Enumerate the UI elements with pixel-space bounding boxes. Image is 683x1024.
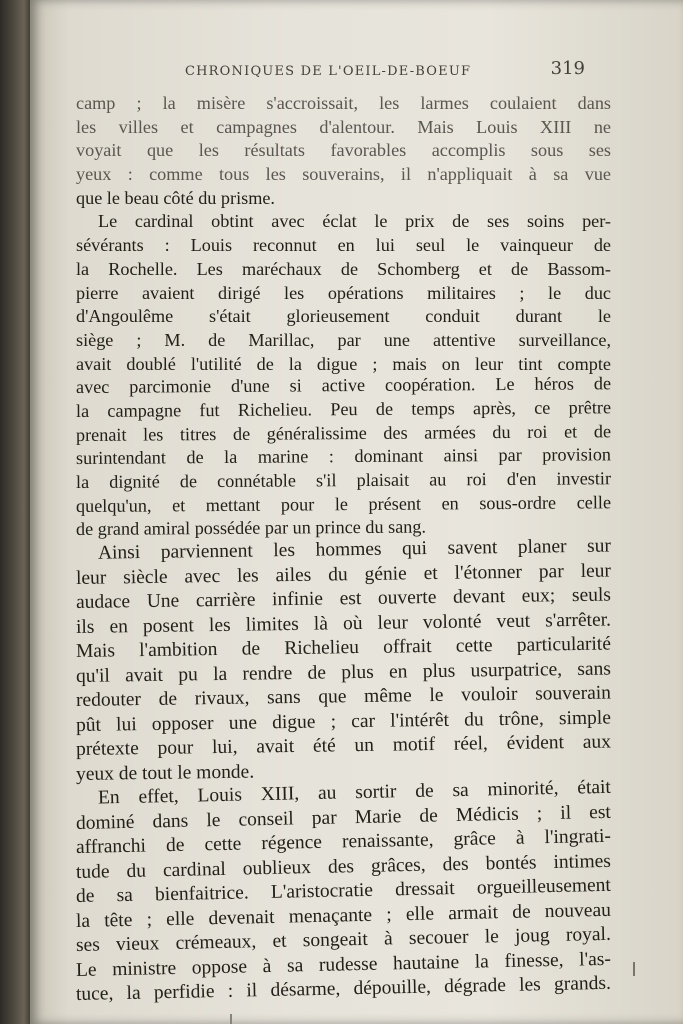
margin-mark	[230, 1014, 232, 1024]
text-line: pierre avaient dirigé les opérations militaires ; le duc	[76, 282, 611, 303]
text-line: dominé dans le conseil par Marie de Médicis ; il est	[75, 801, 612, 834]
text-line: sévérants : Louis reconnut en lui seul le vainqueur de	[76, 235, 611, 256]
text-line: la tête ; elle devenait menaçante ; elle armait de nouveau	[75, 899, 612, 932]
margin-mark	[633, 962, 635, 976]
text-line: la dignité de connétable s'il plaisait au roi d'en investir	[75, 468, 612, 492]
text-line: que le beau côté du prisme.	[76, 187, 275, 208]
text-line: la Rochelle. Les maréchaux de Schomberg et de Bassom-	[76, 258, 611, 279]
text-line: d'Angoulême s'était glorieusement conduit durant le	[76, 306, 611, 327]
text-line: redouter de rivaux, sans que même le vouloir souverain	[75, 682, 612, 712]
text-line: voyait que les résultats favorables accomplis sous ses	[76, 140, 611, 161]
text-line: quelqu'un, et mettant pour le présent en sous-ordre celle	[75, 491, 612, 516]
text-line: affranchi de cette régence renaissante, grâce à l'ingrati-	[75, 825, 612, 859]
text-line: Mais l'ambition de Richelieu offrait cette particularité	[75, 633, 612, 663]
text-line: leur siècle avec les ailes du génie et l'étonner par leur	[75, 560, 612, 589]
text-line: la campagne fut Richelieu. Peu de temps après, ce prêtre	[75, 397, 612, 421]
text-line: avait doublé l'utilité de la digue ; mais on leur tint compte	[76, 353, 611, 374]
text-line: surintendant de la marine : dominant ainsi par provision	[75, 444, 612, 469]
running-head: CHRONIQUES DE L'OEIL-DE-BOEUF	[185, 64, 472, 79]
body-text	[76, 92, 611, 1008]
text-line: camp ; la misère s'accroissait, les larmes coulaient dans	[76, 93, 611, 113]
text-line: siège ; M. de Marillac, par une attentive surveillance,	[76, 329, 611, 350]
text-line: yeux : comme tous les souverains, il n'appliquait à sa vue	[76, 164, 611, 185]
text-line: ils en posent les limites là où leur volonté veut s'arrêter.	[75, 609, 612, 638]
page-number: 319	[550, 58, 585, 79]
facing-page-edge	[0, 0, 34, 1024]
text-line: de grand amiral possédée par un prince du sang.	[75, 516, 427, 540]
paragraph-start-line: En effet, Louis XIII, au sortir de sa minorité, était	[97, 776, 612, 809]
text-line: tude du cardinal oublieux des grâces, des bontés intimes	[75, 850, 612, 883]
text-line: de sa bienfaitrice. L'aristocratie dressait orgueilleusement	[75, 874, 612, 908]
page-header	[155, 58, 585, 84]
text-line: avec parcimonie d'une si active coopération. Le héros de	[75, 373, 612, 398]
text-line: tuce, la perfidie : il désarme, dépouille, dégrade les grands.	[75, 972, 612, 1006]
paragraph-start-line: Ainsi parviennent les hommes qui savent planer sur	[97, 535, 612, 564]
paragraph-start-line: Le cardinal obtint avec éclat le prix de ses soins per-	[98, 211, 611, 232]
text-line: les villes et campagnes d'alentour. Mais Louis XIII ne	[76, 116, 611, 137]
text-line: yeux de tout le monde.	[75, 761, 255, 785]
text-line: Le ministre oppose à sa rudesse hautaine la finesse, l'as-	[75, 948, 612, 981]
text-line: audace Une carrière infinie est ouverte devant eux; seuls	[75, 584, 612, 614]
text-line: ses vieux crémeaux, et songeait à secouer le joug royal.	[75, 923, 612, 957]
text-line: pût lui opposer une digue ; car l'intérêt du trône, simple	[75, 707, 612, 736]
text-line: qu'il avait pu la rendre de plus en plus usurpatrice, sans	[75, 658, 612, 687]
text-line: prétexte pour lui, avait été un motif réel, évident aux	[75, 731, 612, 761]
text-line: prenait les titres de généralissime des armées du roi et de	[75, 420, 612, 445]
